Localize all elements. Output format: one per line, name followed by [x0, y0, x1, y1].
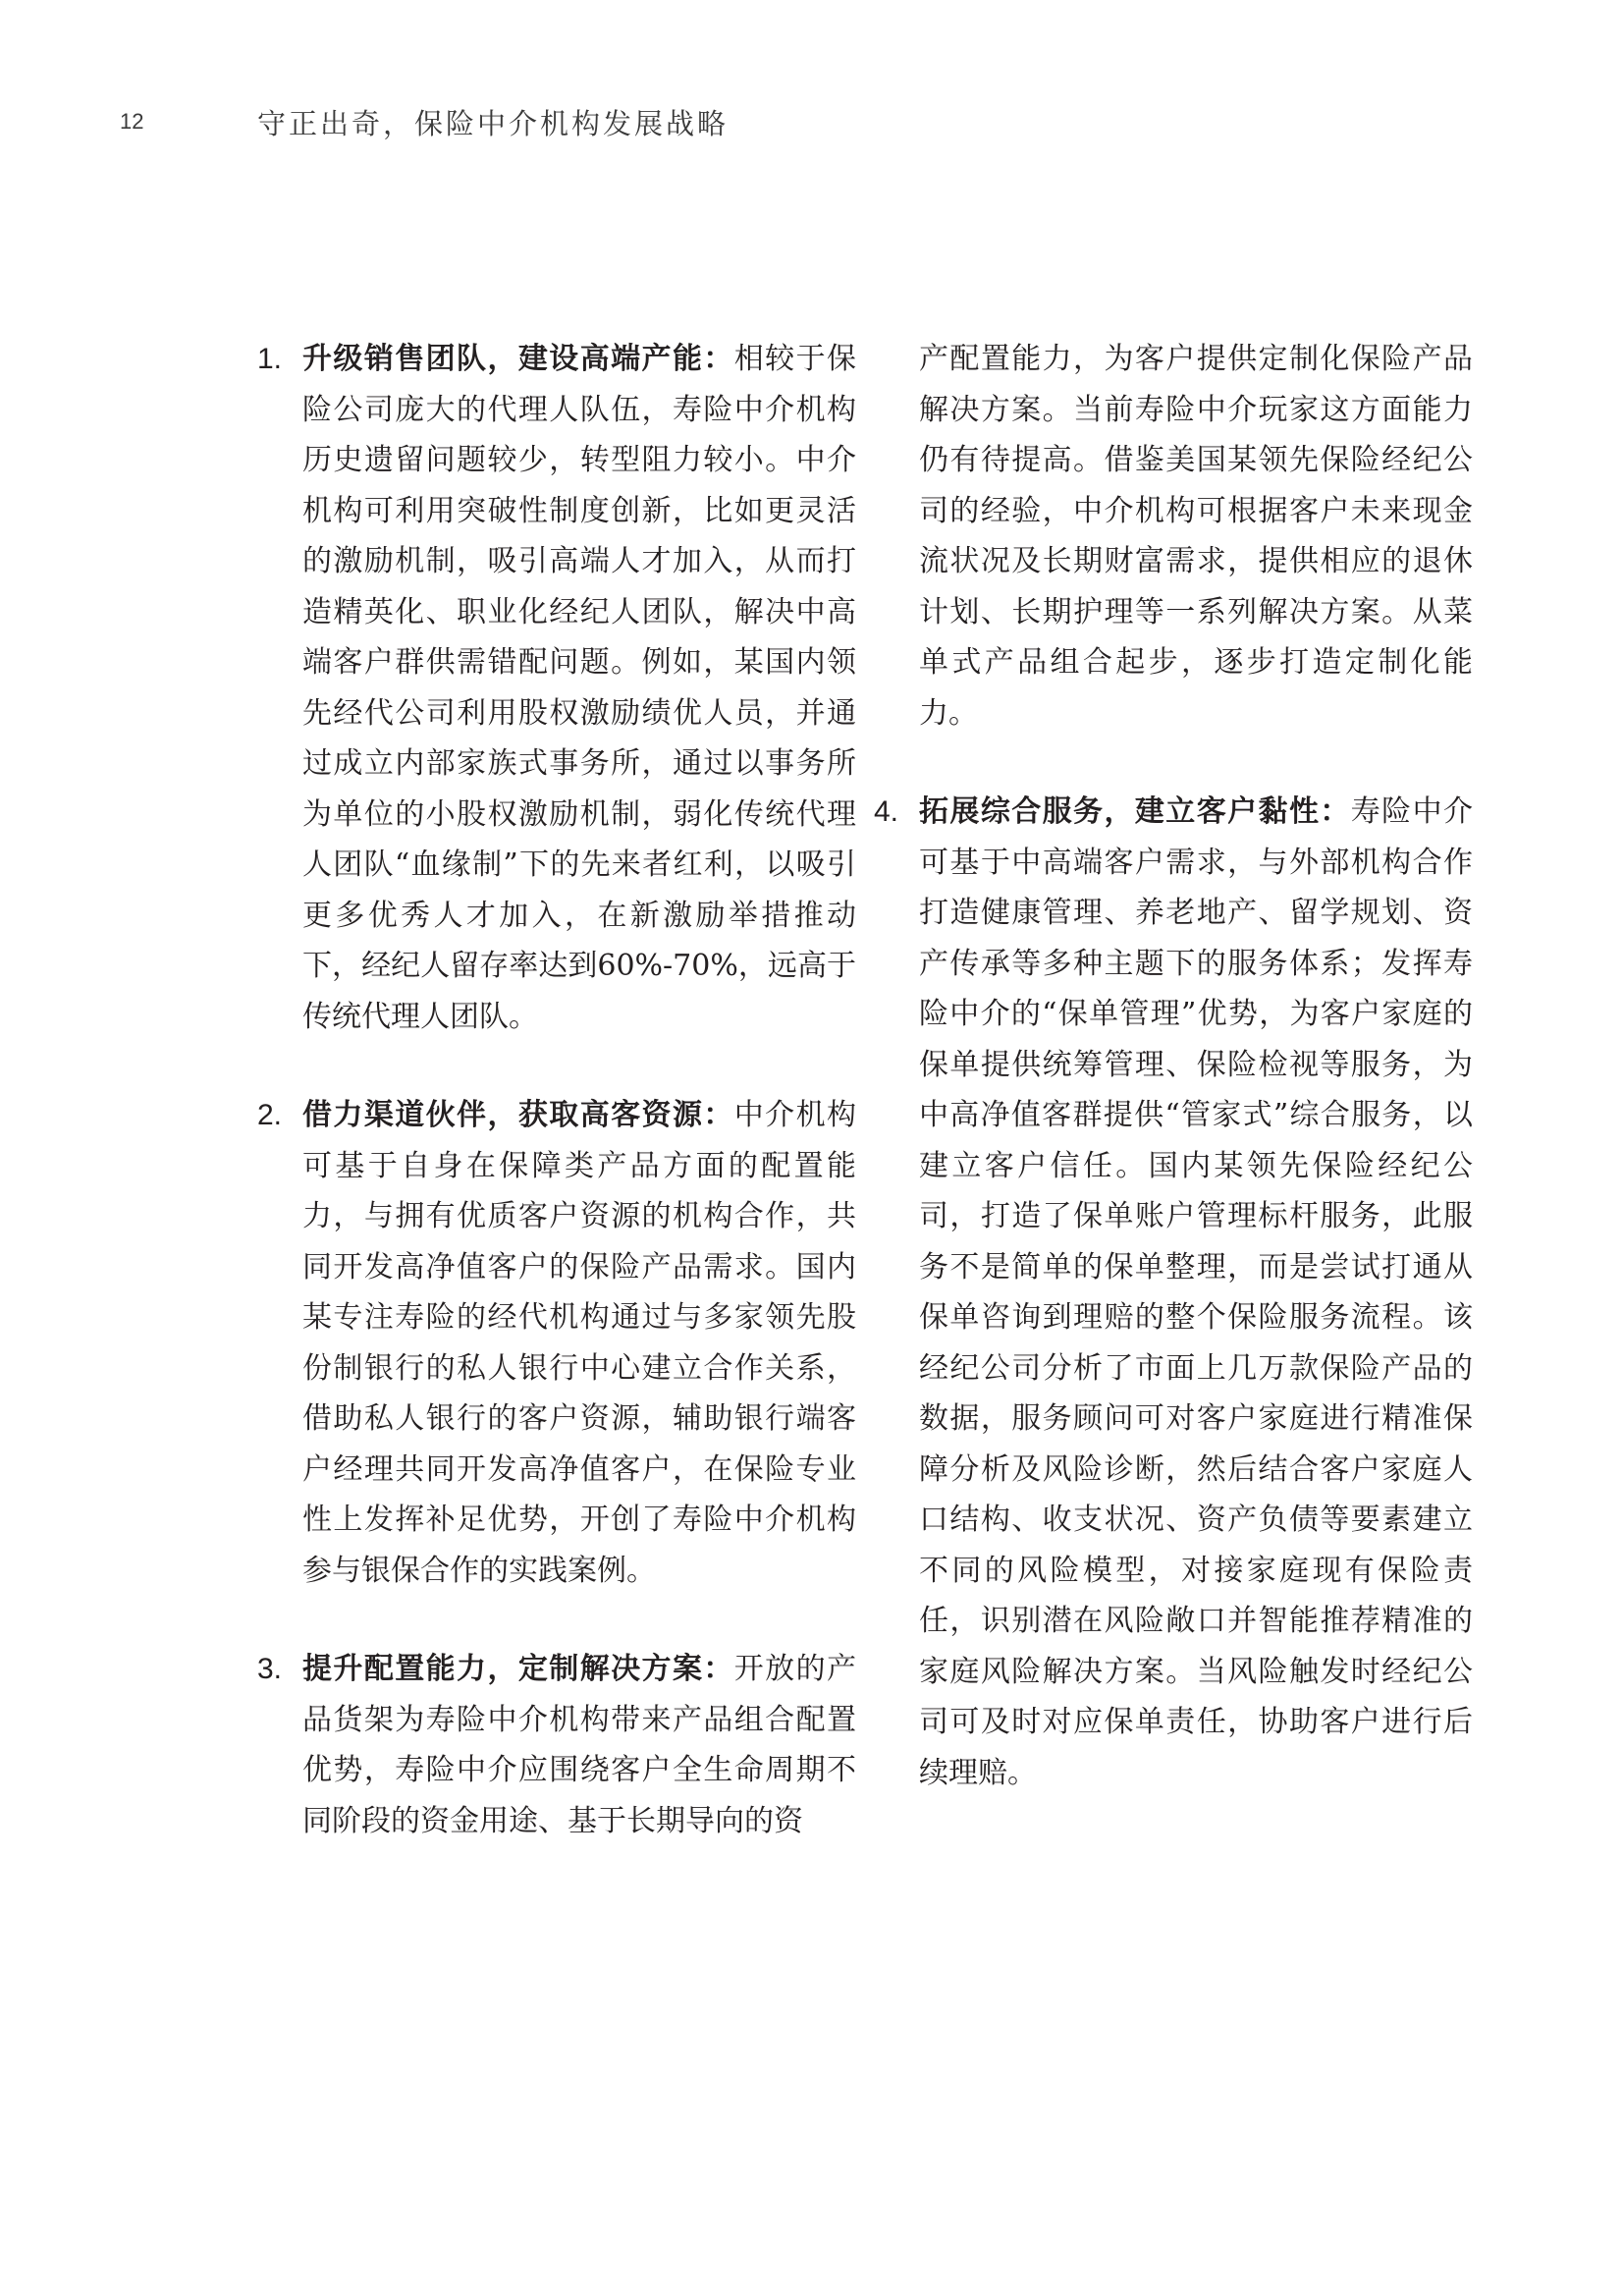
- item-text: 中介机构可基于自身在保障类产品方面的配置能力，与拥有优质客户资源的机构合作，共同开发高净值客户的保险产品需求。国内某专注寿险的经代机构通过与多家领先股份制银行的私人银行中心建立合作关系，借助私人银行的客户资源，辅助银行端客户经理共同开发高净值客户，在保险专业性上发挥补足优势，开创了寿险中介机构参与银保合作的实践案例。: [302, 1098, 857, 1588]
- page-header: [0, 0, 1623, 196]
- list-item-4: [874, 787, 1473, 1798]
- item-number: 3.: [257, 1653, 283, 1685]
- right-column: [874, 334, 1473, 1846]
- list-item-3: [257, 1644, 856, 1846]
- item-heading: 升级销售团队，建设高端产能：: [302, 342, 734, 376]
- item-number: 2.: [257, 1099, 283, 1131]
- item-text: 开放的产品货架为寿险中介机构带来产品组合配置优势，寿险中介应围绕客户全生命周期不同阶段的资金用途、基于长期导向的资: [302, 1652, 857, 1838]
- item-number: 1.: [257, 343, 283, 375]
- list-item-1: [257, 334, 856, 1042]
- item-number: 4.: [874, 795, 899, 828]
- item-heading: 提升配置能力，定制解决方案：: [302, 1652, 734, 1686]
- item-text: 寿险中介可基于中高端客户需求，与外部机构合作打造健康管理、养老地产、留学规划、资产传承等多种主题下的服务体系；发挥寿险中介的“保单管理”优势，为客户家庭的保单提供统筹管理、保险检视等服务，为中高净值客群提供“管家式”综合服务，以建立客户信任。国内某领先保险经纪公司，打造了保单账户管理标杆服务，此服务不是简单的保单整理，而是尝试打通从保单咨询到理赔的整个保险服务流程。该经纪公司分析了市面上几万款保险产品的数据，服务顾问可对客户家庭进行精准保障分析及风险诊断，然后结合客户家庭人口结构、收支状况、资产负债等要素建立不同的风险模型，对接家庭现有保险责任，识别潜在风险敞口并智能推荐精准的家庭风险解决方案。当风险触发时经纪公司可及时对应保单责任，协助客户进行后续理赔。: [919, 794, 1474, 1790]
- list-item-3-continuation: 产配置能力，为客户提供定制化保险产品解决方案。当前寿险中介玩家这方面能力仍有待提高。借鉴美国某领先保险经纪公司的经验，中介机构可根据客户未来现金流状况及长期财富需求，提供相应的退休计划、长期护理等一系列解决方案。从菜单式产品组合起步，逐步打造定制化能力。: [919, 342, 1473, 731]
- list-item-2: [257, 1090, 856, 1596]
- item-heading: 拓展综合服务，建立客户黏性：: [919, 794, 1351, 829]
- page-number: 12: [120, 109, 144, 134]
- item-text: 相较于保险公司庞大的代理人队伍，寿险中介机构历史遗留问题较少，转型阻力较小。中介机构可利用突破性制度创新，比如更灵活的激励机制，吸引高端人才加入，从而打造精英化、职业化经纪人团队，解决中高端客户群供需错配问题。例如，某国内领先经代公司利用股权激励绩优人员，并通过成立内部家族式事务所，通过以事务所为单位的小股权激励机制，弱化传统代理人团队“血缘制”下的先来者红利，以吸引更多优秀人才加入，在新激励举措推动下，经纪人留存率达到60%-70%，远高于传统代理人团队。: [302, 342, 857, 1034]
- left-column: [257, 334, 856, 1894]
- item-heading: 借力渠道伙伴，获取高客资源：: [302, 1098, 734, 1132]
- running-title: 守正出奇，保险中介机构发展战略: [257, 107, 730, 140]
